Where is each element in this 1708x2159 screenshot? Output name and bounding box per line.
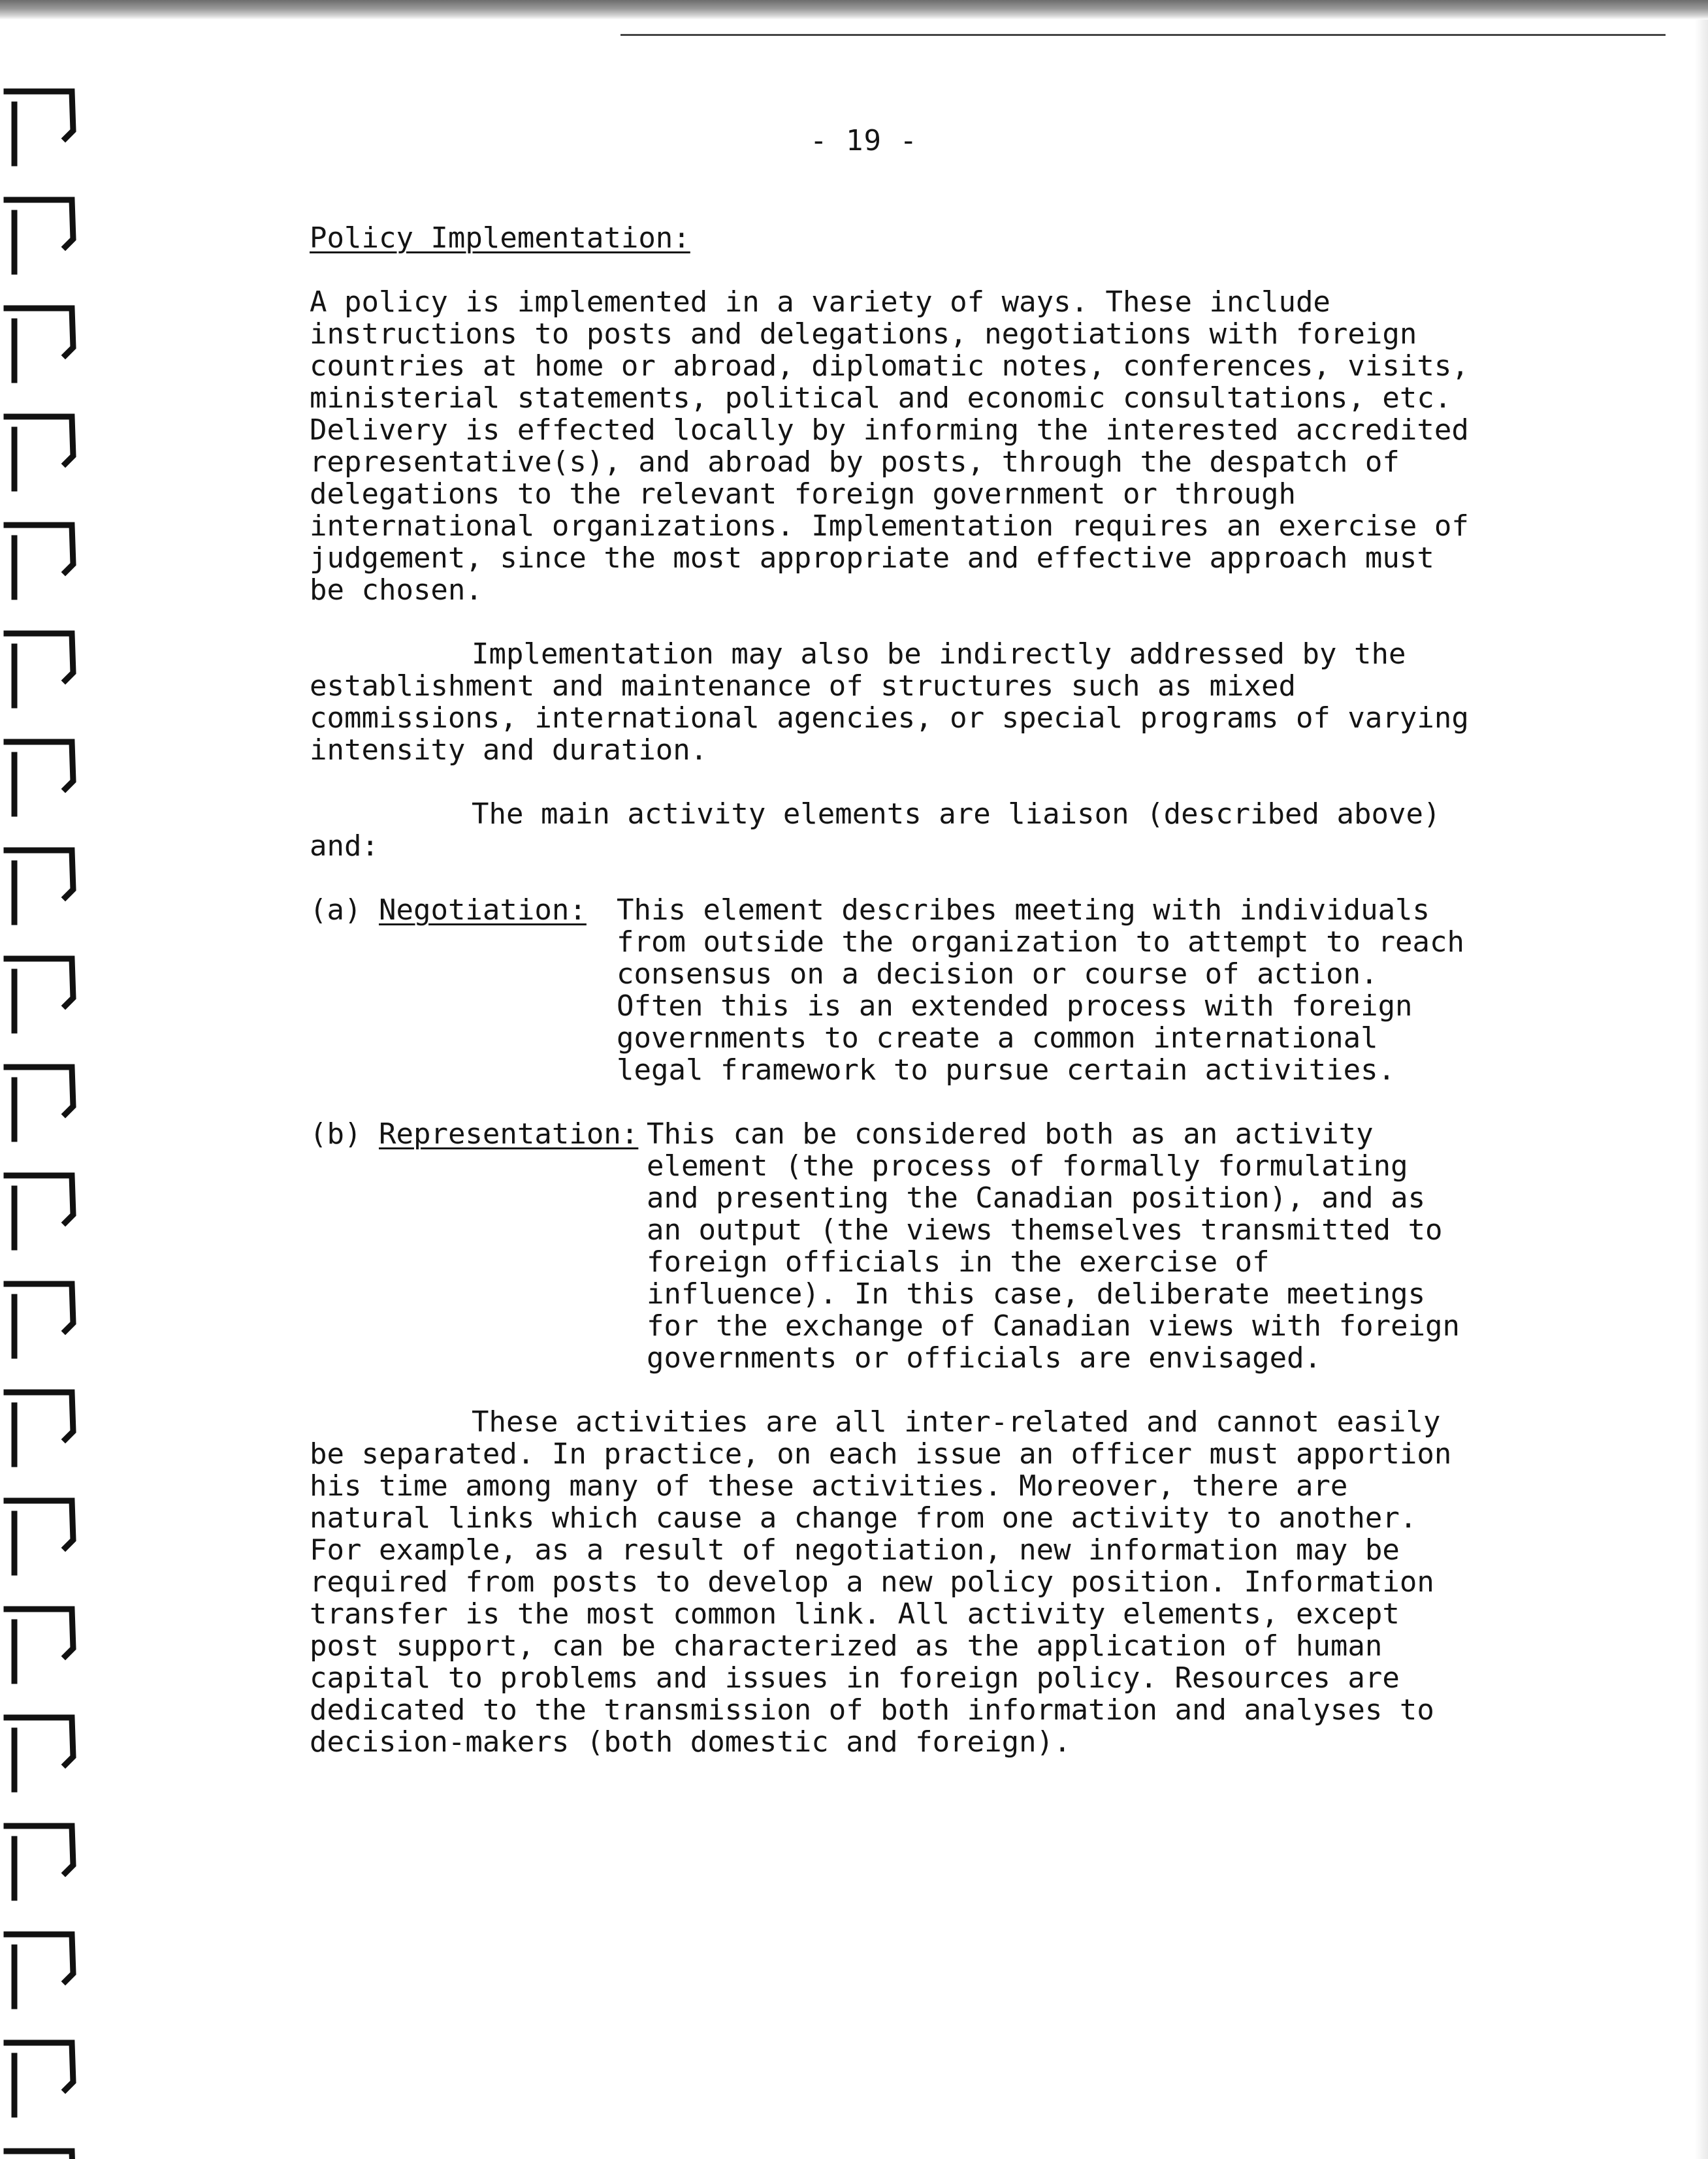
page-edge-right [1695,20,1708,2159]
item-marker: (b) [310,1117,362,1151]
item-marker: (a) [310,893,362,927]
item-label [310,1118,647,1374]
page-edge-rule [620,34,1666,36]
item-description: This element describes meeting with individuals from outside the organization to attempt to reach consensus on a decision or course of action. Often this is an extended process with foreign governments to create a common international legal framework to pursue certain activities. [617,893,1465,1087]
page-number: - 19 - [810,124,918,157]
scan-edge-top [0,0,1708,20]
binder-rings [0,20,98,2159]
list-item-negotiation [310,894,1472,1086]
binder-ring [7,2151,73,2159]
item-label [310,894,617,1086]
item-term: Representation: [378,1117,639,1151]
item-term: Negotiation: [378,893,587,927]
paragraph-policy-implementation: A policy is implemented in a variety of ways. These include instructions to posts and delegations, negotiations with foreign countries at home or abroad, diplomatic notes, conferences, visits, ministerial statements, political and economic consultations, etc. Delivery is effected locally by informing the interested accredited representative(s), and abroad by posts, through the despatch of delegations to the relevant foreign government or through international organizations. Implementation requires an exercise of judgement, since the most appropriate and effective approach must be chosen. [310,285,1469,607]
document-body [310,222,1472,1758]
paragraph-activity-elements-intro: The main activity elements are liaison (described above) and: [310,797,1441,863]
paragraph-indirect-implementation: Implementation may also be indirectly addressed by the establishment and maintenance of structures such as mixed commissions, international agencies, or special programs of varying intensity and duration. [310,637,1469,767]
list-item-representation [310,1118,1472,1374]
section-heading: Policy Implementation: [310,221,690,255]
paragraph-inter-related-activities: These activities are all inter-related and cannot easily be separated. In practice, on each issue an officer must apportion his time among many of these activities. Moreover, there are natural links which cause a change from one activity to another. For example, as a result of negotiation, new information may be required from posts to develop a new policy position. Information transfer is the most common link. All activity elements, except post support, can be characterized as the application of human capital to problems and issues in foreign policy. Resources are dedicated to the transmission of both information and analyses to decision-makers (both domestic and foreign). [310,1405,1452,1759]
section-heading-line [310,222,1472,254]
item-description: This can be considered both as an activity element (the process of formally formulating and presenting the Canadian position), and as an output (the views themselves transmitted to foreign officials in the exercise of influence). In this case, deliberate meetings for the exchange of Canadian views with foreign governments or officials are envisaged. [647,1117,1460,1375]
